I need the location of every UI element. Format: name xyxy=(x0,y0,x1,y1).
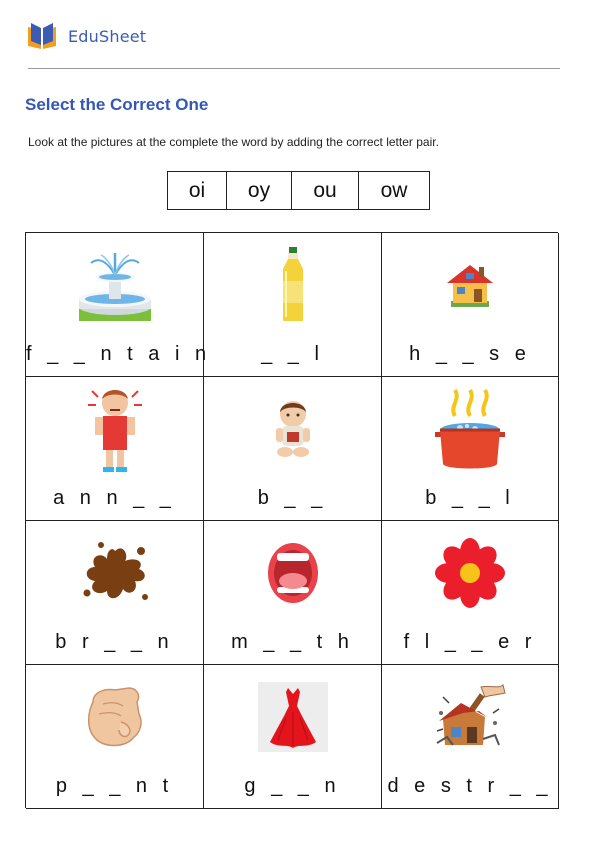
word-blank: b _ _ l xyxy=(425,487,515,509)
picture-word-grid xyxy=(25,232,558,808)
choice-oi: oi xyxy=(188,178,206,202)
oil-bottle-icon xyxy=(204,245,381,325)
word-blank: a n n _ _ xyxy=(53,487,176,509)
grid-cell xyxy=(382,377,559,521)
word-blank: b _ _ xyxy=(257,487,328,509)
worksheet-title: Select the Correct One xyxy=(25,95,209,114)
grid-cell xyxy=(26,233,212,377)
mouth-icon xyxy=(204,533,381,613)
grid-cell xyxy=(204,377,382,521)
grid-cell xyxy=(382,521,559,665)
grid-cell xyxy=(382,665,559,809)
baby-boy-icon xyxy=(204,389,381,469)
word-blank: p _ _ n t xyxy=(55,775,174,797)
choice-ow: ow xyxy=(358,172,429,209)
flower-icon xyxy=(382,533,558,613)
book-icon xyxy=(26,21,58,51)
word-blank: d e s t r _ _ xyxy=(387,775,553,797)
grid-cell xyxy=(26,521,204,665)
grid-cell xyxy=(382,233,559,377)
red-gown-icon xyxy=(204,677,381,757)
word-blank: m _ _ t h xyxy=(231,631,354,653)
boiling-pot-icon xyxy=(382,389,558,469)
house-icon xyxy=(382,245,558,325)
grid-cell xyxy=(204,233,382,377)
pointing-hand-icon xyxy=(26,677,203,757)
brown-splash-icon xyxy=(26,533,203,613)
word-blank: f _ _ n t a i n xyxy=(26,343,212,365)
annoyed-boy-icon xyxy=(26,389,203,469)
choice-ou: ou xyxy=(291,172,358,209)
grid-cell xyxy=(204,521,382,665)
grid-cell xyxy=(204,665,382,809)
instruction-text: Look at the pictures at the complete the word by adding the correct letter pair. xyxy=(28,135,439,149)
grid-cell xyxy=(26,377,204,521)
choice-oy: oy xyxy=(226,172,291,209)
fountain-icon xyxy=(26,245,203,325)
brand-name: EduSheet xyxy=(68,26,147,46)
letter-pair-options xyxy=(167,171,430,210)
word-blank: g _ _ n xyxy=(244,775,341,797)
destroyed-house-icon xyxy=(382,677,558,757)
word-blank: f l _ _ e r xyxy=(403,631,537,653)
brand-header xyxy=(26,20,146,52)
word-blank: b r _ _ n xyxy=(55,631,174,653)
header-divider xyxy=(28,68,560,69)
grid-cell xyxy=(26,665,204,809)
word-blank: h _ _ s e xyxy=(409,343,531,365)
word-blank: _ _ l xyxy=(261,343,324,365)
